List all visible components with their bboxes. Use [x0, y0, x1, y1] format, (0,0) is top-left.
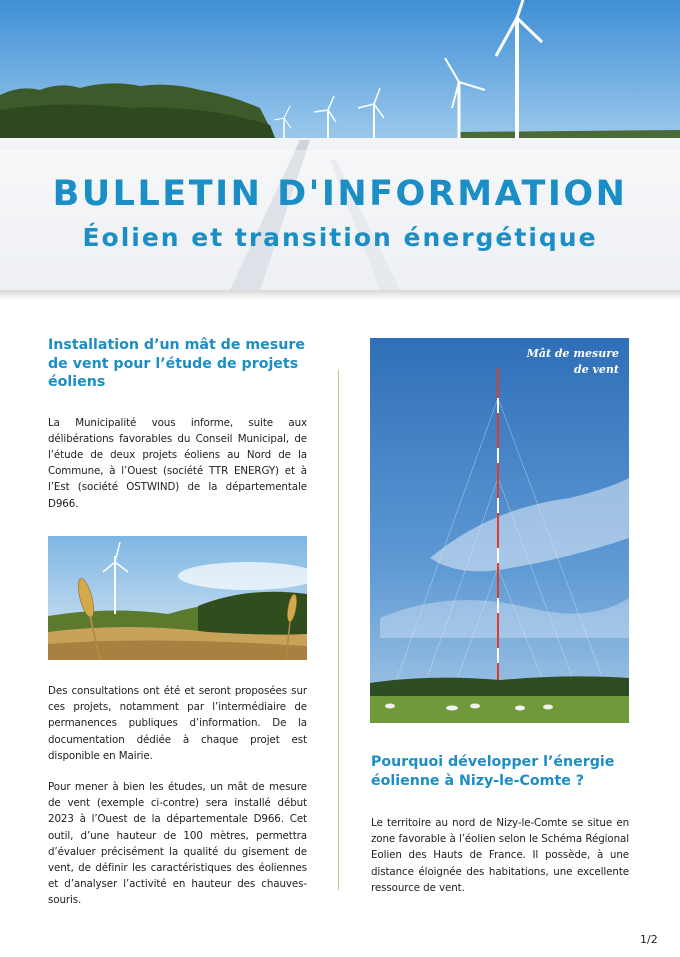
left-column	[48, 336, 307, 907]
paragraph-consultations: Des consultations ont été et seront proposées sur ces projets, notamment par l’intermédiaire de permanences publiques d’information. De la documentation dédiée à chaque projet est disponible en Mairie.	[48, 685, 307, 762]
section-heading-why: Pourquoi développer l’énergie éolienne à Nizy-le-Comte ?	[371, 754, 615, 789]
paragraph-mast-study: Pour mener à bien les études, un mât de mesure de vent (exemple ci-contre) sera installé début 2023 à l’Ouest de la départementale D966. Cet outil, d’une hauteur de 100 mètres, permettra d’évaluer précisément la qualité du gisement de vent, de définir les caractéristiques des éoliennes et d’analyser l’activité en hauteur des chauves-souris.	[48, 781, 307, 907]
paragraph-municipality: La Municipalité vous informe, suite aux délibérations favorables du Conseil Municipal, de l’étude de deux projets éoliens au Nord de la Commune, à l’Ouest (société TTR ENERGY) et à l’Est (société OSTWIND) de la départementale D966.	[48, 416, 307, 510]
column-divider	[338, 370, 339, 890]
wind-mast-photo	[370, 338, 629, 723]
banner-titles	[0, 170, 680, 256]
right-column	[371, 753, 629, 896]
wheat-field-turbine-photo	[48, 536, 307, 660]
mast-photo-caption	[527, 346, 619, 378]
section-heading-mast: Installation d’un mât de mesure de vent pour l’étude de projets éoliens	[48, 337, 305, 390]
wind-mast-image	[370, 338, 629, 723]
page-number: 1/2	[640, 933, 658, 946]
bulletin-subtitle: Éolien et transition énergétique	[82, 223, 598, 252]
mast-caption-line1: Mât de mesure	[526, 347, 619, 360]
banner-shadow	[0, 290, 680, 300]
mast-caption-line2: de vent	[574, 363, 619, 376]
paragraph-territory: Le territoire au nord de Nizy-le-Comte se situe en zone favorable à l’éolien selon le Schéma Régional Eolien des Hauts de France. Il possède, à une distance éloignée des habitations, une excellente ressource de vent.	[371, 817, 629, 894]
bulletin-title: BULLETIN D'INFORMATION	[52, 174, 628, 214]
header-banner	[0, 0, 680, 290]
